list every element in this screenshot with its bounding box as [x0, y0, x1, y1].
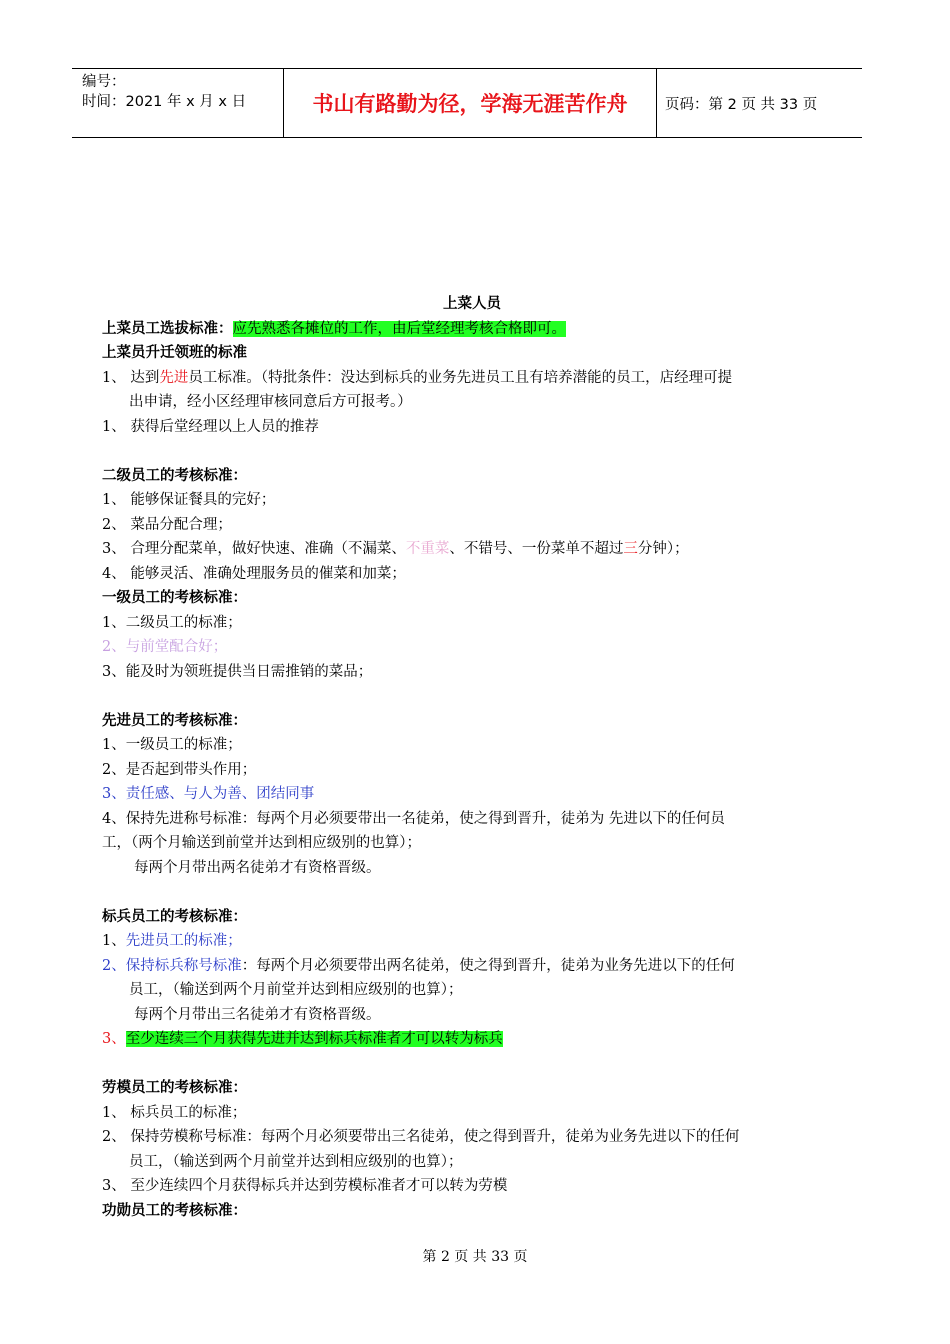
level1-item-3: 3、能及时为领班提供当日需推销的菜品； — [102, 663, 373, 680]
level2-heading: 二级员工的考核标准： — [102, 467, 247, 484]
labor-heading: 劳模员工的考核标准： — [102, 1080, 247, 1096]
model-item-1 — [102, 929, 842, 954]
promote-item-1 — [102, 366, 842, 391]
promote-item-1-red: 先进 — [159, 369, 189, 386]
header-number-label: 编号： — [82, 74, 126, 90]
level2-item-4: 4、 能够灵活、准确处理服务员的催菜和加菜； — [102, 565, 406, 582]
advanced-item-3: 3、责任感、与人为善、团结同事 — [102, 786, 315, 802]
model-item-3 — [102, 1027, 842, 1052]
header-page-info: 页码：第 2 页 共 33 页 — [665, 96, 818, 113]
level1-item-2: 2、与前堂配合好； — [102, 639, 228, 655]
level2-item-3-pink: 不重菜 — [405, 541, 450, 557]
labor-item-3: 3、 至少连续四个月获得标兵并达到劳模标准者才可以转为劳模 — [102, 1178, 508, 1194]
merit-heading: 功勋员工的考核标准： — [102, 1202, 247, 1219]
model-item-2-blue: 保持标兵称号标准 — [125, 957, 242, 974]
advanced-item-4: 4、保持先进称号标准：每两个月必须要带出一名徒弟，使之得到晋升，徒弟为 先进以下的任何员 — [102, 810, 725, 827]
level2-item-3-a: 3、 合理分配菜单，做好快速、准确（不漏菜、 — [102, 541, 406, 557]
document-body — [102, 292, 842, 1223]
select-label: 上菜员工选拔标准： — [102, 320, 233, 337]
promote-heading: 上菜员升迁领班的标准 — [102, 345, 247, 361]
model-item-2-num: 2、 — [102, 957, 126, 974]
model-item-1-blue: 先进员工的标准 — [125, 933, 228, 949]
model-heading: 标兵员工的考核标准： — [102, 908, 247, 925]
advanced-item-1: 1、一级员工的标准； — [102, 737, 242, 753]
model-item-2-cont: 员工，（输送到两个月前堂并达到相应级别的也算）； — [129, 982, 463, 998]
level2-item-2: 2、 菜品分配合理； — [102, 516, 232, 533]
model-item-1-num: 1、 — [102, 933, 126, 949]
page-footer: 第 2 页 共 33 页 — [422, 1249, 528, 1265]
labor-item-1: 1、 标兵员工的标准； — [102, 1104, 247, 1121]
model-item-1-semicolon: ； — [227, 933, 242, 949]
page-header — [72, 68, 862, 138]
promote-item-1-cont: 出申请，经小区经理审核同意后方可报考。） — [129, 394, 412, 410]
doc-title: 上菜人员 — [443, 296, 501, 312]
header-motto: 书山有路勤为径，学海无涯苦作舟 — [284, 69, 657, 137]
model-item-2 — [102, 954, 842, 979]
advanced-item-4-note: 每两个月带出两名徒弟才有资格晋级。 — [134, 859, 381, 876]
advanced-item-4-cont: 工，（两个月输送到前堂并达到相应级别的也算）； — [102, 835, 421, 851]
select-text-highlight: 应先熟悉各摊位的工作，由后堂经理考核合格即可。 — [232, 320, 566, 337]
model-item-2-rest: ：每两个月必须要带出两名徒弟，使之得到晋升，徒弟为业务先进以下的任何 — [241, 957, 735, 974]
advanced-heading: 先进员工的考核标准： — [102, 712, 247, 729]
promote-item-1-num: 1、 — [102, 369, 126, 386]
promote-item-1-a: 达到 — [130, 369, 160, 386]
promote-item-1-b: 员工标准。（特批条件：没达到标兵的业务先进员工且有培养潜能的员工，店经理可提 — [188, 369, 733, 386]
select-standard — [102, 317, 842, 342]
advanced-item-2: 2、是否起到带头作用； — [102, 761, 257, 778]
level1-heading: 一级员工的考核标准： — [102, 590, 247, 606]
level1-item-1: 1、二级员工的标准； — [102, 614, 242, 631]
model-item-3-highlight: 至少连续三个月获得先进并达到标兵标准者才可以转为标兵 — [125, 1031, 503, 1047]
level2-item-1: 1、 能够保证餐具的完好； — [102, 492, 276, 508]
model-item-3-num: 3、 — [102, 1031, 126, 1047]
level2-item-3-b: 、不错号、一份菜单不超过 — [449, 541, 624, 557]
labor-item-2: 2、 保持劳模称号标准：每两个月必须要带出三名徒弟，使之得到晋升，徒弟为业务先进以下的任何 — [102, 1129, 740, 1145]
level2-item-3 — [102, 537, 842, 562]
level2-item-3-red: 三 — [623, 541, 638, 557]
header-time-label: 时间：2021 年 x 月 x 日 — [82, 94, 247, 110]
model-item-2-note: 每两个月带出三名徒弟才有资格晋级。 — [134, 1006, 381, 1023]
level2-item-3-c: 分钟）； — [637, 541, 689, 557]
labor-item-2-cont: 员工，（输送到两个月前堂并达到相应级别的也算）； — [129, 1153, 463, 1170]
header-meta — [72, 69, 284, 137]
promote-item-2: 1、 获得后堂经理以上人员的推荐 — [102, 418, 319, 435]
